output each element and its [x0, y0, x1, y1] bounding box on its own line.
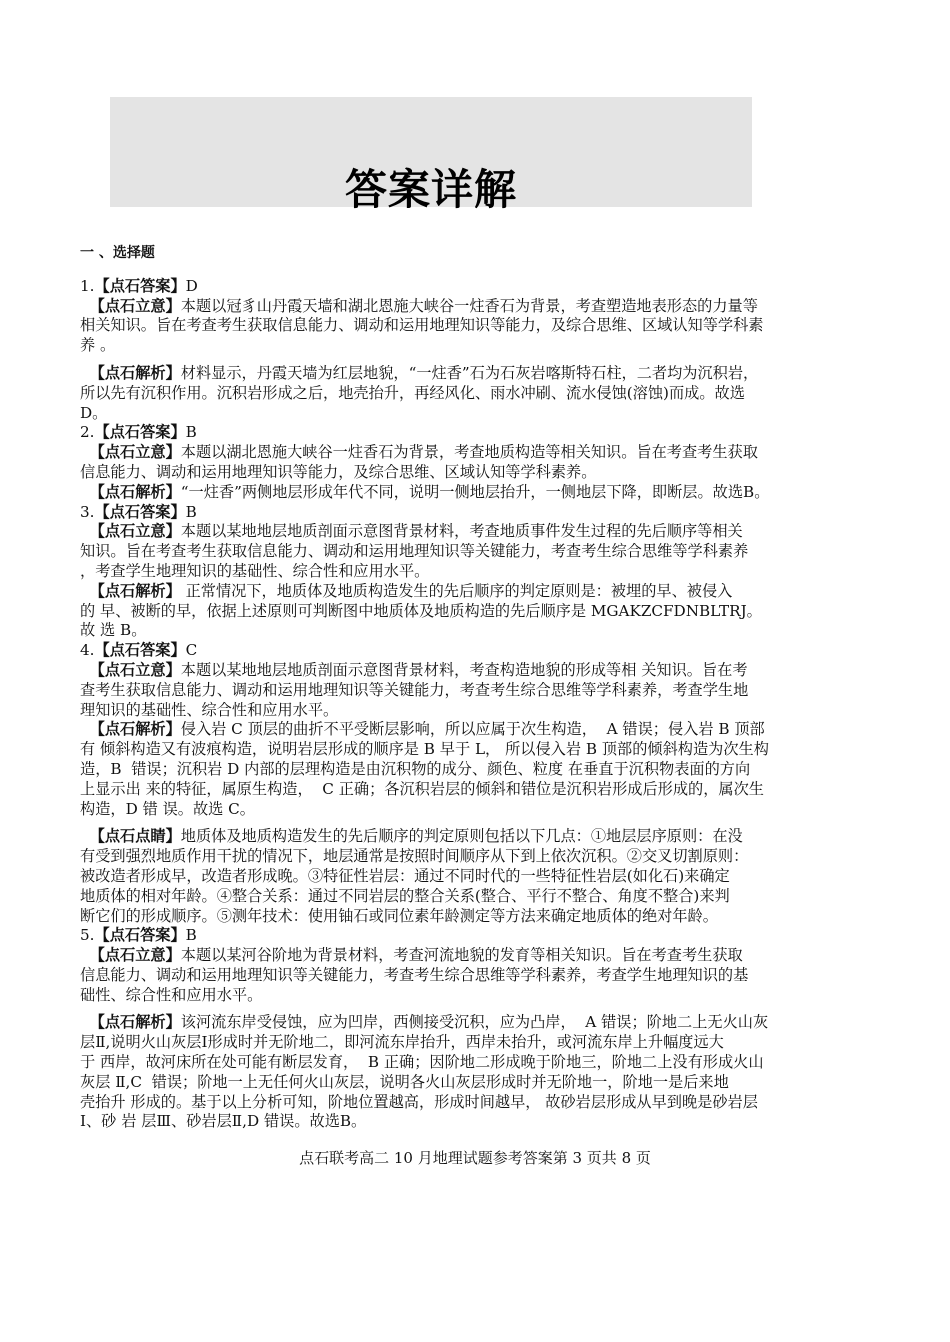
- text-line: 信息能力、调动和运用地理知识等关键能力，考查考生综合思维等学科素养，考查学生地理知识的基: [80, 965, 749, 984]
- text-line: 【点石解析】材料显示，丹霞天墙为红层地貌，“一炷香”石为石灰岩喀斯特石柱，二者均为沉积岩，: [89, 363, 759, 382]
- text-line: 相关知识。旨在考查考生获取信息能力、调动和运用地理知识等能力，及综合思维、区域认知等学科素: [80, 316, 764, 335]
- text-line: 【点石解析】侵入岩 C 顶层的曲折不平受断层影响，所以应属于次生构造， A 错误；侵入岩 B 顶部: [89, 720, 765, 739]
- text-line: 【点石解析】 正常情况下，地质体及地质构造发生的先后顺序的判定原则是：被埋的早、被侵入: [89, 581, 733, 600]
- text-line: 【点石立意】本题以冠豸山丹霞天墙和湖北恩施大峡谷一炷香石为背景，考查塑造地表形态的力量等: [89, 296, 758, 315]
- text-line: 【点石解析】该河流东岸受侵蚀，应为凹岸，西侧接受沉积，应为凸岸， A 错误；阶地二上无火山灰: [89, 1013, 769, 1032]
- page-title: 答案详解: [344, 165, 517, 214]
- text-line: 2.【点石答案】B: [80, 423, 197, 442]
- answer-content: [80, 244, 866, 1132]
- text-line: 1.【点石答案】D: [80, 276, 198, 295]
- text-line: 【点石立意】本题以某河谷阶地为背景材料，考查河流地貌的发育等相关知识。旨在考查考生获取: [89, 946, 743, 965]
- text-line: 础性、综合性和应用水平。: [80, 985, 263, 1004]
- text-line: 理知识的基础性、综合性和应用水平。: [80, 700, 339, 719]
- text-line: 【点石点睛】地质体及地质构造发生的先后顺序的判定原则包括以下几点：①地层层序原则：在没: [89, 827, 743, 846]
- text-line: 4.【点石答案】C: [80, 641, 198, 660]
- text-line: 层Ⅱ,说明火山灰层Ⅰ形成时并无阶地二，即河流东岸抬升，西岸未抬升，或河流东岸上升幅度远大: [80, 1033, 724, 1052]
- text-line: ，考查学生地理知识的基础性、综合性和应用水平。: [80, 561, 430, 580]
- text-line: 所以先有沉积作用。沉积岩形成之后，地壳抬升，再经风化、雨水冲刷、流水侵蚀(溶蚀)而成。故选: [80, 383, 745, 402]
- answer-lines: [80, 277, 866, 1132]
- text-line: 壳抬升 形成的。基于以上分析可知，阶地位置越高，形成时间越早， 故砂岩层形成从早到晚是砂岩层: [80, 1092, 758, 1111]
- text-line: 构造，D 错 误。故选 C。: [80, 799, 255, 818]
- text-line: D。: [80, 403, 108, 422]
- text-line: Ⅰ、砂 岩 层Ⅲ、砂岩层Ⅱ,D 错误。故选B。: [80, 1112, 367, 1131]
- text-line: 有 倾斜构造又有波痕构造，说明岩层形成的顺序是 B 早于 L， 所以侵入岩 B 顶部的倾斜构造为次生构: [80, 740, 769, 759]
- text-line: 【点石解析】“一炷香”两侧地层形成年代不同，说明一侧地层抬升，一侧地层下降，即断层。故选B。: [89, 482, 770, 501]
- text-line: 造，B 错误；沉积岩 D 内部的层理构造是由沉积物的成分、颜色、粒度 在垂直于沉积物表面的方向: [80, 759, 751, 778]
- paragraph-gap: [80, 1005, 866, 1013]
- text-line: 【点石立意】本题以某地地层地质剖面示意图背景材料，考查地质事件发生过程的先后顺序等相关: [89, 522, 743, 541]
- text-line: 有受到强烈地质作用干扰的情况下，地层通常是按照时间顺序从下到上依次沉积。②交叉切割原则：: [80, 847, 749, 866]
- paragraph-gap: [80, 356, 866, 364]
- text-line: 查考生获取信息能力、调动和运用地理知识等关键能力，考查考生综合思维等学科素养，考查学生地: [80, 680, 749, 699]
- text-line: 信息能力、调动和运用地理知识等能力，及综合思维、区域认知等学科素养。: [80, 462, 597, 481]
- text-line: 上显示出 来的特征，属原生构造， C 正确；各沉积岩层的倾斜和错位是沉积岩形成后形成的，属次生: [80, 779, 764, 798]
- page-footer: 点石联考高二 10 月地理试题参考答案第 3 页共 8 页: [299, 1149, 651, 1167]
- text-line: 地质体的相对年龄。④整合关系：通过不同岩层的整合关系(整合、平行不整合、角度不整合)来判: [80, 886, 730, 905]
- text-line: 灰层 Ⅱ,C 错误；阶地一上无任何火山灰层，说明各火山灰层形成时并无阶地一，阶地一是后来地: [80, 1072, 729, 1091]
- text-line: 5.【点石答案】B: [80, 926, 197, 945]
- text-line: 养 。: [80, 336, 116, 355]
- text-line: 3.【点石答案】B: [80, 502, 197, 521]
- paragraph-gap: [80, 819, 866, 827]
- section-heading: 一 、选择题: [80, 245, 155, 261]
- title-banner: [110, 97, 752, 214]
- text-line: 故 选 B。: [80, 621, 147, 640]
- text-line: 知识。旨在考查考生获取信息能力、调动和运用地理知识等关键能力，考查考生综合思维等学科素养: [80, 542, 749, 561]
- text-line: 于 西岸，故河床所在处可能有断层发育， B 正确；因阶地二形成晚于阶地三，阶地二上没有形成火山: [80, 1053, 764, 1072]
- text-line: 【点石立意】本题以湖北恩施大峡谷一炷香石为背景，考查地质构造等相关知识。旨在考查考生获取: [89, 443, 758, 462]
- text-line: 的 早、被断的早，依据上述原则可判断图中地质体及地质构造的先后顺序是 MGAKZCFDNBLTRJ。: [80, 601, 762, 620]
- text-line: 断它们的形成顺序。⑤测年技术：使用铀石或同位素年龄测定等方法来确定地质体的绝对年龄。: [80, 906, 718, 925]
- text-line: 被改造者形成早，改造者形成晚。③特征性岩层：通过不同时代的一些特征性岩层(如化石)来确定: [80, 866, 730, 885]
- text-line: 【点石立意】本题以某地地层地质剖面示意图背景材料，考查构造地貌的形成等相 关知识。旨在考: [89, 660, 748, 679]
